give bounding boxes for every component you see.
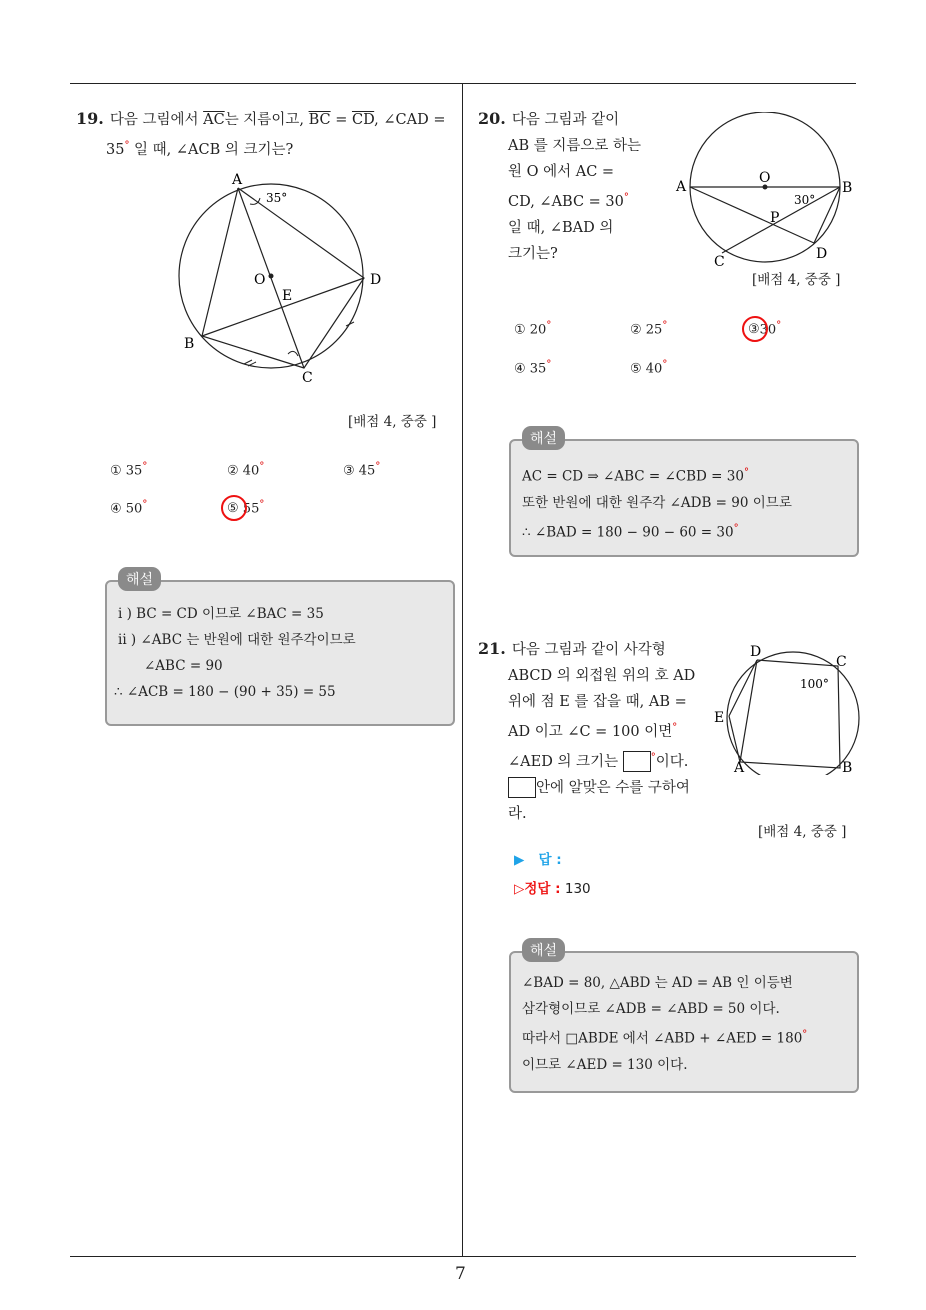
q21-figure [710, 640, 860, 775]
bottom-rule [70, 1256, 856, 1257]
q19-choice-4[interactable]: ④ 50° [110, 499, 148, 517]
q21-label-c: C [836, 654, 847, 670]
q21-answer-row: ▶ 답 : [514, 852, 562, 868]
q20-label-p: P [770, 210, 780, 226]
q20-choice-1[interactable]: ① 20° [514, 320, 552, 338]
q19-chord-bd [202, 278, 364, 336]
q20-label-d: D [816, 246, 828, 262]
q21-correct-row: ▷정답 : 130 [514, 881, 591, 897]
q20-meta: [배점 4, 중중 ] [752, 272, 841, 288]
q19-choice-3[interactable]: ③ 45° [343, 461, 381, 479]
q19-meta: [배점 4, 중중 ] [348, 414, 437, 430]
question-20: 20. 다음 그림과 같이 AB 를 지름으로 하는 원 O 에서 AC = CD, ∠ABC = 30° 일 때, ∠BAD 의 크기는? [478, 109, 642, 262]
q19-label-a: A [232, 172, 243, 188]
q19-explanation-tag: 해설 [118, 567, 161, 591]
q20-answer-mark: ③ [748, 322, 760, 337]
q20-label-o: O [759, 170, 771, 186]
q19-label-angle: 35° [266, 191, 288, 205]
q19-line2: 35° 일 때, ∠ACB 의 크기는? [106, 140, 294, 158]
q19-angle-mark-c [288, 351, 298, 356]
outline-arrow-icon: ▷ [514, 881, 525, 897]
q21-label-a: A [734, 760, 745, 775]
q20-explanation: AC = CD ⇒ ∠ABC = ∠CBD = 30° 또한 반원에 대한 원주각 ∠ADB = 90 이므로 ∴ ∠BAD = 180 − 90 − 60 = 30° [522, 467, 792, 540]
column-divider [462, 83, 463, 1257]
q19-answer-mark: ⑤ [227, 501, 239, 516]
q19-figure [170, 168, 400, 388]
q19-choice-2[interactable]: ② 40° [227, 461, 265, 479]
q20-choice-5[interactable]: ⑤ 40° [630, 359, 668, 377]
question-21: 21. 다음 그림과 같이 사각형 ABCD 의 외접원 위의 호 AD 위에 점 E 를 잡을 때, AB = AD 이고 ∠C = 100 이면° ∠AED 의 크기는 °이다. 안에 알맞은 수를 구하여 라. [478, 639, 696, 822]
q21-explanation: ∠BAD = 80, △ABD 는 AD = AB 인 이등변 삼각형이므로 ∠ADB = ∠ABD = 50 이다. 따라서 □ABDE 에서 ∠ABD + ∠AED = 180° 이므로 ∠AED = 130 이다. [522, 975, 808, 1073]
question-19 [76, 106, 456, 163]
q19-center-dot [269, 274, 274, 279]
q19-label-b: B [184, 336, 195, 352]
q19-tick-bc1 [244, 360, 252, 364]
page-number: 7 [455, 1264, 466, 1284]
q20-label-b: B [842, 180, 853, 196]
q20-choice-3[interactable]: ③30° [748, 320, 781, 337]
q21-label-e: E [714, 710, 725, 726]
q20-figure [674, 112, 860, 272]
q20-choice-2[interactable]: ② 25° [630, 320, 668, 338]
q19-choice-5[interactable]: ⑤ 55° [227, 499, 264, 516]
q19-label-e: E [282, 288, 293, 304]
q19-label-d: D [370, 272, 382, 288]
q20-choice-4[interactable]: ④ 35° [514, 359, 552, 377]
q21-blank-1[interactable] [623, 751, 651, 772]
q19-label-o: O [254, 272, 266, 288]
q19-explanation: i ) BC = CD 이므로 ∠BAC = 35 ii ) ∠ABC 는 반원에 대한 원주각이므로 ∠ABC = 90 ∴ ∠ACB = 180 − (90 + 35) = 55 [114, 606, 356, 700]
q19-tick-bc2 [248, 362, 256, 366]
q19-line1: 19. 다음 그림에서 $\overline{AC}$는 지름이고, $\overline{BC} = \overline{CD}$, ∠CAD = [76, 109, 446, 128]
q20-label-a: A [676, 179, 687, 195]
q21-blank-2[interactable] [508, 777, 536, 798]
q20-explanation-tag: 해설 [522, 426, 565, 450]
q19-choice-1[interactable]: ① 35° [110, 461, 148, 479]
top-rule [70, 83, 856, 84]
q21-label-d: D [750, 644, 762, 660]
q21-explanation-tag: 해설 [522, 938, 565, 962]
q21-label-b: B [842, 760, 853, 775]
q21-label-angle: 100° [800, 677, 829, 691]
q19-angle-mark [250, 198, 260, 204]
q20-label-angle: 30° [794, 193, 816, 207]
q19-label-c: C [302, 370, 313, 386]
play-arrow-icon: ▶ [514, 852, 525, 868]
q20-chord-bd [814, 187, 840, 243]
q21-meta: [배점 4, 중중 ] [758, 824, 847, 840]
q20-label-c: C [714, 254, 725, 270]
q20-chord-bc [722, 187, 840, 253]
